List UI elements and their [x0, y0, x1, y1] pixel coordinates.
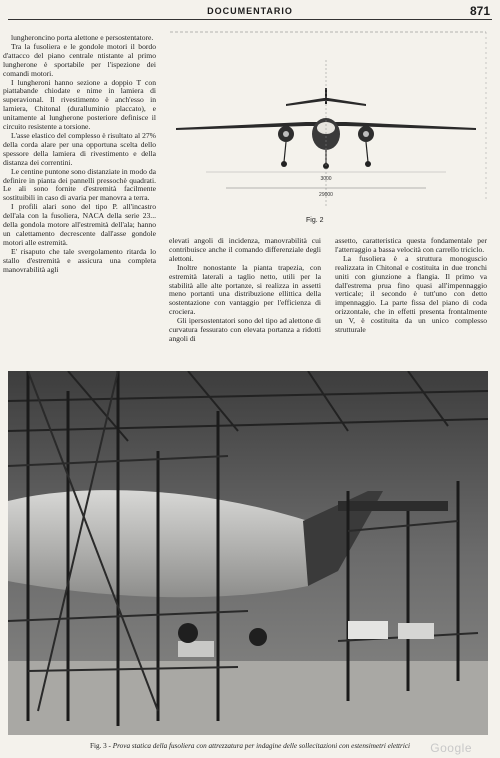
- google-watermark: Google: [430, 741, 472, 755]
- running-header: [8, 5, 492, 20]
- paragraph: lungheroncino porta alettone e persostentatore.: [11, 33, 154, 42]
- paragraph: assetto, caratteristica questa fondamentale per l'atterraggio a bassa velocità con carrello triciclo.: [335, 236, 487, 254]
- hangar-test-rig-image: [8, 371, 488, 735]
- paragraph: elevati angoli di incidenza, manovrabilità cui contribuisce anche il comando differenziale degli alettoni.: [169, 236, 321, 263]
- paragraph: I lungheroni hanno sezione a doppio T con piattabande chiodate e nime in lamiera di superavional. Il rivestimento è anch'esso in lamiera, Chitonal (duralluminio placcato), e unitamente al lungherone posteriore definisce il circuito resistente a torsione.: [3, 77, 156, 132]
- paragraph: Inoltre nonostante la pianta trapezia, con estremità laterali a taglio netto, utili per la stabilità alle alte portanze, si realizza in assetti meno portanti una distribuzione ellittica della sostentazione con vantaggio per l'efficienza di crociera.: [169, 262, 321, 317]
- text-column-3: [335, 237, 487, 335]
- aircraft-front-view-icon: [166, 30, 490, 214]
- dimension-label-upper: 3000: [320, 176, 332, 182]
- text-column-1: [3, 34, 156, 274]
- paragraph: Gli ipersostentatori sono del tipo ad alettone di curvatura fessurato con elevata portanza a ridotti angoli di: [169, 316, 321, 343]
- figure-3-caption-text: Prova statica della fusoliera con attrezzatura per indagine delle sollecitazioni con estensimetri elettrici: [112, 742, 411, 750]
- text-column-2: [169, 237, 321, 344]
- paragraph: L'asse elastico del complesso è risultato al 27% della corda alare per una opportuna scelta dello spessore della lamiera di rivestimento e della distanza dei correntini.: [3, 130, 156, 167]
- figure-3-label: Fig. 3: [89, 742, 107, 750]
- section-title: DOCUMENTARIO: [207, 6, 293, 16]
- paragraph: La fusoliera è a struttura monoguscio realizzata in Chitonal e costituita in due tronchi uniti con giunzione a flangia. Il primo va dall'estrema prua fino quasi all'impennaggio verticale; il secondo è tutt'uno con detto impennaggio. La parte fissa del piano di coda orizzontale, che in effetti presenta frontalmente un V, è costituita da un unico complesso strutturale: [335, 253, 487, 335]
- paragraph: Le centine puntone sono distanziate in modo da definire in pianta dei pannelli pressochè quadrati. Le ali sono fornite d'estremità facilmente sostituibili in caso di avaria per manovra a terra.: [3, 166, 156, 203]
- paragraph: I profili alari sono del tipo P. all'incastro dell'ala con la fusoliera, NACA della serie 23... della gondola motore all'estremità dell'ala; hanno un calettamento decrescente dall'asse gondole motori alle estremità.: [3, 202, 156, 247]
- figure-3-photo: [8, 371, 488, 735]
- figure-3-caption: Fig. 3 - Prova statica della fusoliera con attrezzatura per indagine delle sollecitazioni con estensimetri elettrici: [89, 742, 411, 750]
- paragraph: Tra la fusoliera e le gondole motori il bordo d'attacco del piano centrale ntistante al primo lungherone è sportabile per l'ispezione dei comandi motori.: [3, 41, 156, 78]
- figure-2-drawing: [166, 30, 490, 214]
- figure-2-caption: Fig. 2: [306, 217, 324, 224]
- dimension-label-lower: 29000: [319, 192, 333, 198]
- page-number: 871: [469, 4, 490, 18]
- paragraph: E' risaputo che tale svergolamento ritarda lo stallo d'estremità e assicura una completa manovrabilità agli: [3, 246, 156, 274]
